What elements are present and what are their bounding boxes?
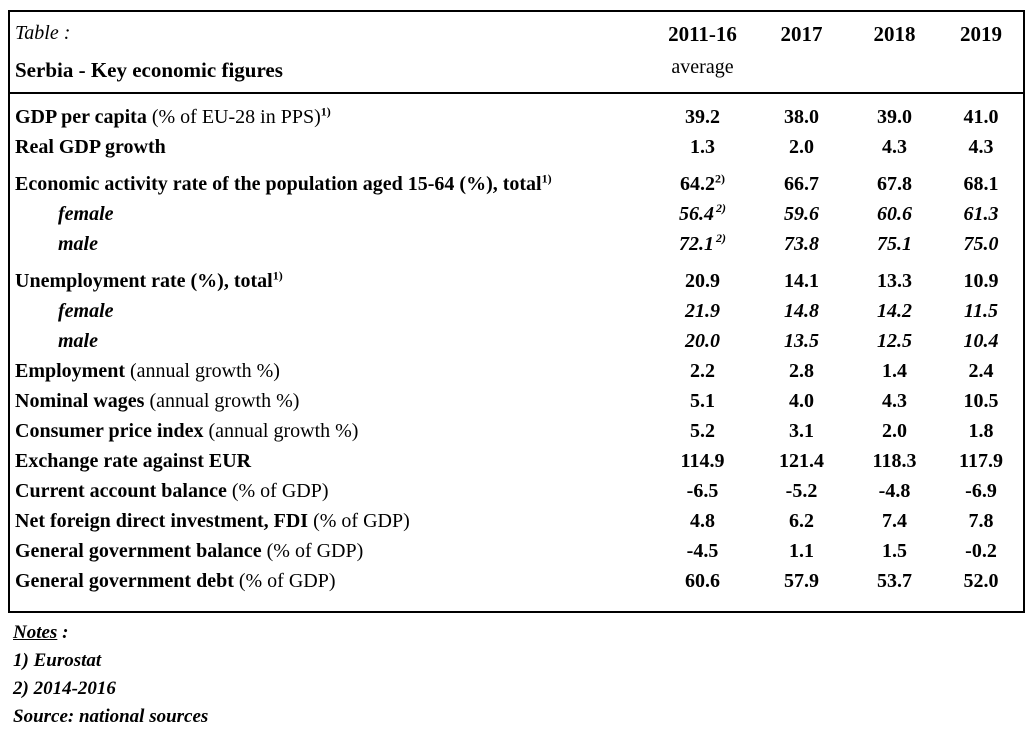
notes-heading: Notes (13, 622, 58, 643)
value-cell: 10.4 (963, 330, 999, 352)
value-cell: 7.8 (968, 510, 994, 532)
row-label-rest: (% of EU-28 in PPS) (146, 106, 321, 128)
row-label (10, 566, 650, 596)
value-cell: 60.6 (685, 570, 720, 592)
row-label-main: GDP per capita (15, 106, 147, 128)
row-label-rest: (% of GDP) (226, 480, 329, 502)
row-label-main: Net foreign direct investment, FDI (15, 510, 309, 532)
table-row-government-balance (10, 536, 1023, 566)
table-row-consumer-price-index (10, 416, 1023, 446)
value: 56.4 (679, 203, 714, 225)
value-cell: 12.5 (877, 330, 912, 352)
notes-section (13, 619, 208, 731)
value-cell: 10.9 (963, 270, 999, 292)
footnote-marker: 2) (715, 171, 725, 186)
row-label (10, 416, 650, 446)
value-cell: 2.0 (789, 136, 814, 158)
value-cell: 3.1 (789, 420, 814, 442)
value-cell: 13.3 (877, 270, 912, 292)
value-cell (650, 199, 755, 229)
value-cell: 59.6 (784, 203, 819, 225)
value-cell: 52.0 (963, 570, 999, 592)
table-row-real-gdp-growth (10, 132, 1023, 162)
value-cell: 20.0 (685, 330, 720, 352)
row-label-main: female (58, 300, 114, 322)
row-label-rest: (% of GDP) (261, 540, 364, 562)
table-body (10, 94, 1023, 596)
row-label-rest: (annual growth %) (144, 390, 300, 412)
row-label (10, 169, 650, 199)
page-title: Serbia - Key economic figures (15, 58, 283, 82)
footnote-marker: 2) (716, 231, 726, 246)
table-row-nominal-wages (10, 386, 1023, 416)
value-cell: 1.4 (882, 360, 907, 382)
row-label-main: General government balance (15, 540, 262, 562)
row-label-main: Current account balance (15, 480, 227, 502)
column-header-average (650, 12, 755, 79)
value-cell: 6.2 (789, 510, 814, 532)
row-label (10, 506, 650, 536)
notes-heading-line (13, 619, 208, 647)
value-cell: 114.9 (680, 450, 725, 472)
row-label-main: Nominal wages (15, 390, 145, 412)
table-row-unemployment-female (10, 296, 1023, 326)
value: 72.1 (679, 233, 714, 255)
value-cell: 118.3 (872, 450, 917, 472)
value-cell: 11.5 (964, 300, 998, 322)
footnote-2: 2) 2014-2016 (13, 678, 116, 699)
table-row-employment (10, 356, 1023, 386)
value-cell (650, 229, 755, 259)
value-cell: 5.2 (690, 420, 715, 442)
value-cell: 1.5 (882, 540, 907, 562)
value-cell: -5.2 (785, 480, 818, 502)
row-label (10, 446, 650, 476)
row-label (10, 476, 650, 506)
value-cell: 57.9 (784, 570, 819, 592)
row-label (10, 326, 650, 356)
value-cell: 60.6 (877, 203, 912, 225)
table-title-block (10, 12, 650, 83)
table-row-activity-rate-male (10, 229, 1023, 259)
table-row-exchange-rate (10, 446, 1023, 476)
table-row-current-account-balance (10, 476, 1023, 506)
value-cell: 4.0 (789, 390, 814, 412)
row-label (10, 132, 650, 162)
value-cell: 2.2 (690, 360, 715, 382)
value-cell: 73.8 (784, 233, 819, 255)
value-cell: 14.2 (877, 300, 912, 322)
footnote-marker: 2) (716, 201, 726, 216)
row-label-rest: (% of GDP) (233, 570, 336, 592)
value-cell: 4.3 (968, 136, 994, 158)
value-cell: 75.0 (963, 233, 999, 255)
value-cell (650, 102, 755, 132)
table-header-row (10, 12, 1023, 94)
value-cell: -4.8 (878, 480, 911, 502)
value-cell: -6.5 (686, 480, 719, 502)
value-cell: 4.3 (882, 136, 907, 158)
row-label (10, 356, 650, 386)
value-cell: -4.5 (686, 540, 719, 562)
row-label-rest: (annual growth %) (125, 360, 280, 382)
value-cell: -6.9 (965, 480, 997, 502)
value-cell: 21.9 (685, 300, 720, 322)
value-cell: 68.1 (963, 173, 999, 195)
value-cell: 61.3 (963, 203, 999, 225)
value-cell: 4.3 (882, 390, 907, 412)
value-cell: 66.7 (784, 173, 819, 195)
value-cell: 75.1 (877, 233, 912, 255)
value-cell: 1.1 (789, 540, 814, 562)
row-label (10, 102, 650, 132)
value-cell: 39.0 (877, 106, 912, 128)
value-cell: 20.9 (685, 270, 720, 292)
value-cell: 4.8 (690, 510, 715, 532)
row-label (10, 266, 650, 296)
table-row-unemployment-male (10, 326, 1023, 356)
notes-heading-colon: : (57, 622, 69, 643)
table-row-net-fdi (10, 506, 1023, 536)
footnote-marker: 1) (541, 171, 552, 186)
table-row-gdp-per-capita (10, 102, 1023, 132)
footnote-marker: 1) (272, 268, 283, 283)
row-label-rest: (% of GDP) (308, 510, 410, 532)
row-label-main: Unemployment rate (%), total (15, 270, 273, 292)
row-label-main: female (58, 203, 114, 225)
value-cell: 121.4 (779, 450, 824, 472)
value: 64.2 (680, 173, 715, 195)
value-cell: -0.2 (965, 540, 997, 562)
value-cell: 2.8 (789, 360, 814, 382)
row-label-main: male (58, 233, 98, 255)
value-cell: 2.0 (882, 420, 907, 442)
table-row-activity-rate-female (10, 199, 1023, 229)
row-label-main: Exchange rate against EUR (15, 450, 252, 472)
row-label (10, 229, 650, 259)
row-label-main: Economic activity rate of the population aged 15-64 (%), total (15, 173, 542, 195)
row-label (10, 386, 650, 416)
value-cell: 41.0 (963, 106, 999, 128)
value-cell: 14.1 (784, 270, 819, 292)
column-header-average-sub: average (671, 56, 734, 78)
row-label-main: Real GDP growth (15, 136, 166, 158)
value-cell: 7.4 (882, 510, 907, 532)
row-label (10, 536, 650, 566)
value-cell: 10.5 (963, 390, 999, 412)
table-row-unemployment-total (10, 266, 1023, 296)
column-header-2018: 2018 (873, 22, 916, 46)
value-cell: 53.7 (877, 570, 912, 592)
row-label-main: male (58, 330, 98, 352)
column-header-2011-16: 2011-16 (668, 22, 737, 46)
value-cell: 117.9 (959, 450, 1003, 472)
row-label (10, 296, 650, 326)
footnote-marker: 1) (320, 104, 331, 119)
row-label-main: Consumer price index (15, 420, 204, 442)
economic-figures-table (8, 10, 1025, 613)
value-cell: 13.5 (784, 330, 819, 352)
table-label: Table : (15, 22, 71, 44)
table-row-activity-rate-total (10, 169, 1023, 199)
value-cell: 2.4 (968, 360, 994, 382)
column-header-2017: 2017 (780, 22, 823, 46)
column-header-2019: 2019 (960, 22, 1002, 46)
value-cell: 67.8 (877, 173, 912, 195)
table-row-government-debt (10, 566, 1023, 596)
row-label-main: General government debt (15, 570, 234, 592)
source-note: Source: national sources (13, 706, 209, 727)
value-cell: 1.3 (690, 136, 715, 158)
row-label (10, 199, 650, 229)
row-label-main: Employment (15, 360, 125, 382)
footnote-1: 1) Eurostat (13, 650, 102, 671)
row-label-rest: (annual growth %) (203, 420, 359, 442)
value-cell (650, 169, 755, 199)
value: 39.2 (685, 106, 720, 128)
value-cell: 38.0 (784, 106, 819, 128)
value-cell: 5.1 (690, 390, 715, 412)
value-cell: 1.8 (968, 420, 994, 442)
value-cell: 14.8 (784, 300, 819, 322)
